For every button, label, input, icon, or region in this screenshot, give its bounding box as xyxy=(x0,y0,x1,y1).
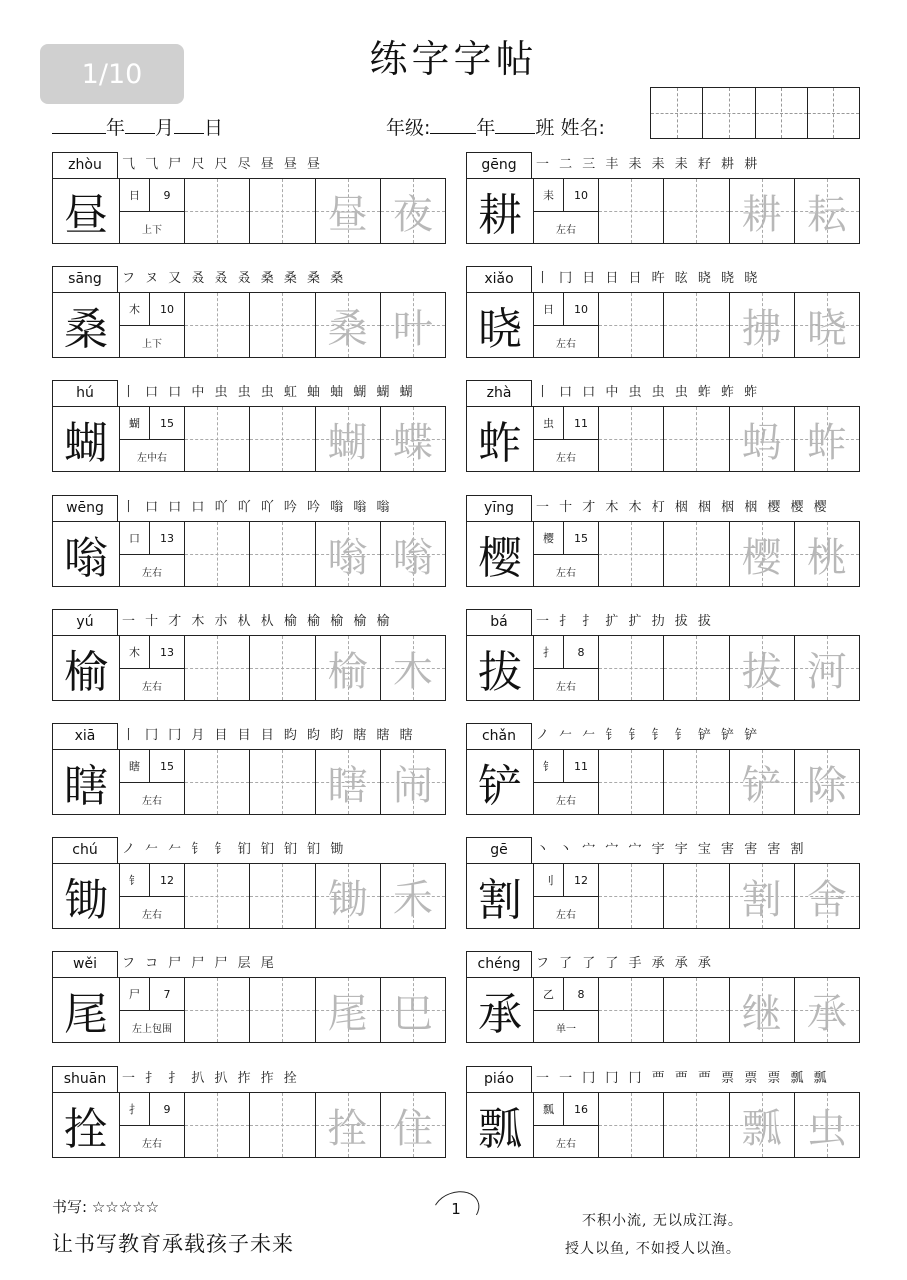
stroke-count: 9 xyxy=(150,179,184,212)
structure: 上下 xyxy=(142,338,162,350)
character-entry xyxy=(466,1066,860,1160)
pinyin-label: gēng xyxy=(466,152,532,178)
writing-cell[interactable] xyxy=(599,864,664,928)
trace-character: 尾 xyxy=(327,990,368,1037)
pinyin-label: zhà xyxy=(466,380,532,406)
trace-character: 舍 xyxy=(806,876,847,923)
pinyin-label: gē xyxy=(466,837,532,863)
character-info xyxy=(120,522,185,586)
pinyin-label: zhòu xyxy=(52,152,118,178)
main-character: 拔 xyxy=(467,636,534,700)
trace-character: 除 xyxy=(806,762,847,809)
trace-cell[interactable] xyxy=(316,407,381,471)
main-character: 耕 xyxy=(467,179,534,243)
trace-cell[interactable] xyxy=(316,750,381,814)
trace-character: 继 xyxy=(741,990,782,1037)
practice-grid xyxy=(466,635,860,701)
trace-cell[interactable] xyxy=(316,293,381,357)
trace-character: 拔 xyxy=(741,648,782,695)
character-info xyxy=(534,407,599,471)
trace-character: 桑 xyxy=(327,305,368,352)
radical: 日 xyxy=(534,293,564,326)
class-label: 班 xyxy=(535,117,555,139)
stroke-order: 一 扌 扌 扩 扩 扐 拔 拔 xyxy=(536,614,714,629)
trace-cell[interactable] xyxy=(795,864,859,928)
main-character: 蝴 xyxy=(53,407,120,471)
trace-cell[interactable] xyxy=(381,636,445,700)
writing-cell[interactable] xyxy=(664,978,729,1042)
pinyin-label: sāng xyxy=(52,266,118,292)
practice-grid xyxy=(466,292,860,358)
trace-cell[interactable] xyxy=(795,636,859,700)
stroke-count: 15 xyxy=(150,750,184,783)
character-info xyxy=(120,293,185,357)
character-entry xyxy=(52,380,446,474)
stroke-count: 10 xyxy=(564,179,598,212)
character-info xyxy=(534,179,599,243)
main-character: 榆 xyxy=(53,636,120,700)
writing-cell[interactable] xyxy=(664,407,729,471)
page-number xyxy=(428,1188,484,1230)
writing-cell[interactable] xyxy=(185,407,250,471)
trace-cell[interactable] xyxy=(795,1093,859,1157)
pinyin-label: wěi xyxy=(52,951,118,977)
writing-cell[interactable] xyxy=(664,522,729,586)
writing-cell[interactable] xyxy=(250,636,315,700)
pinyin-label: hú xyxy=(52,380,118,406)
writing-cell[interactable] xyxy=(250,750,315,814)
stroke-order: 一 十 才 木 朩 朲 朲 榆 榆 榆 榆 榆 xyxy=(122,614,393,629)
trace-character: 昼 xyxy=(327,191,368,238)
trace-cell[interactable] xyxy=(316,864,381,928)
radical: 扌 xyxy=(120,1093,150,1126)
character-info xyxy=(534,1093,599,1157)
slogan: 让书写教育承载孩子未来 xyxy=(52,1232,294,1256)
trace-cell[interactable] xyxy=(730,636,795,700)
practice-grid xyxy=(52,406,446,472)
radical: 钅 xyxy=(534,750,564,783)
character-entry xyxy=(466,380,860,474)
main-character: 桑 xyxy=(53,293,120,357)
stroke-order: ⺄ ⺄ 尸 尺 尺 尽 昼 昼 昼 xyxy=(122,157,324,172)
trace-cell[interactable] xyxy=(381,179,445,243)
month-blank[interactable] xyxy=(125,117,155,134)
trace-cell[interactable] xyxy=(730,978,795,1042)
stroke-order: フ コ 尸 尸 尸 层 尾 xyxy=(122,956,277,971)
main-character: 嗡 xyxy=(53,522,120,586)
stroke-count: 7 xyxy=(150,978,184,1011)
writing-cell[interactable] xyxy=(599,293,664,357)
writing-cell[interactable] xyxy=(185,636,250,700)
structure: 左上包围 xyxy=(132,1023,172,1035)
practice-grid xyxy=(466,406,860,472)
stroke-count: 10 xyxy=(150,293,184,326)
practice-grid xyxy=(52,1092,446,1158)
stroke-count: 13 xyxy=(150,522,184,555)
trace-character: 耕 xyxy=(741,191,782,238)
practice-grid xyxy=(52,635,446,701)
pinyin-label: yīng xyxy=(466,495,532,521)
stroke-count: 8 xyxy=(564,636,598,669)
trace-cell[interactable] xyxy=(381,978,445,1042)
writing-cell[interactable] xyxy=(185,750,250,814)
writing-cell[interactable] xyxy=(185,1093,250,1157)
name-grid[interactable] xyxy=(650,87,860,139)
practice-grid xyxy=(466,749,860,815)
trace-cell[interactable] xyxy=(795,293,859,357)
pinyin-label: chǎn xyxy=(466,723,532,749)
trace-character: 晓 xyxy=(806,305,847,352)
writing-cell[interactable] xyxy=(599,978,664,1042)
name-cell[interactable] xyxy=(756,88,808,138)
trace-cell[interactable] xyxy=(316,179,381,243)
trace-character: 巴 xyxy=(392,990,433,1037)
trace-cell[interactable] xyxy=(381,1093,445,1157)
practice-grid xyxy=(52,749,446,815)
stroke-count: 15 xyxy=(564,522,598,555)
stroke-order: 丨 冂 日 日 日 旿 昡 晓 晓 晓 xyxy=(536,271,761,286)
main-character: 拴 xyxy=(53,1093,120,1157)
stroke-count: 10 xyxy=(564,293,598,326)
trace-character: 住 xyxy=(392,1105,433,1152)
trace-character: 桃 xyxy=(806,534,847,581)
character-entry xyxy=(52,266,446,360)
structure: 左右 xyxy=(142,1138,162,1150)
radical: 耒 xyxy=(534,179,564,212)
stroke-count: 15 xyxy=(150,407,184,440)
structure: 左中右 xyxy=(137,452,167,464)
character-info xyxy=(120,636,185,700)
writing-cell[interactable] xyxy=(185,522,250,586)
writing-cell[interactable] xyxy=(250,978,315,1042)
writing-cell[interactable] xyxy=(664,750,729,814)
pinyin-label: xiǎo xyxy=(466,266,532,292)
radical: 蝴 xyxy=(120,407,150,440)
character-info xyxy=(534,522,599,586)
writing-cell[interactable] xyxy=(185,179,250,243)
practice-grid xyxy=(466,977,860,1043)
pinyin-label: piáo xyxy=(466,1066,532,1092)
stroke-order: 一 二 三 丰 耒 耒 耒 耔 耕 耕 xyxy=(536,157,761,172)
practice-grid xyxy=(466,178,860,244)
practice-grid xyxy=(466,863,860,929)
trace-character: 铲 xyxy=(741,762,782,809)
structure: 左右 xyxy=(556,338,576,350)
structure: 单一 xyxy=(556,1023,576,1035)
pinyin-label: chéng xyxy=(466,951,532,977)
stroke-order: 丨 冂 冂 月 目 目 目 盷 盷 盷 瞎 瞎 瞎 xyxy=(122,728,416,743)
trace-character: 拂 xyxy=(741,305,782,352)
name-cell[interactable] xyxy=(703,88,755,138)
date-line xyxy=(52,113,223,140)
pinyin-label: yú xyxy=(52,609,118,635)
trace-character: 蚱 xyxy=(806,419,847,466)
radical: 木 xyxy=(120,293,150,326)
stroke-count: 11 xyxy=(564,407,598,440)
main-character: 瞎 xyxy=(53,750,120,814)
grade-blank[interactable] xyxy=(430,117,476,134)
name-label: 姓名: xyxy=(560,117,605,139)
writing-cell[interactable] xyxy=(664,1093,729,1157)
main-character: 割 xyxy=(467,864,534,928)
stroke-count: 12 xyxy=(150,864,184,897)
writing-cell[interactable] xyxy=(250,1093,315,1157)
trace-cell[interactable] xyxy=(730,864,795,928)
trace-cell[interactable] xyxy=(316,522,381,586)
trace-cell[interactable] xyxy=(730,407,795,471)
radical: 尸 xyxy=(120,978,150,1011)
character-info xyxy=(534,636,599,700)
practice-grid xyxy=(466,1092,860,1158)
main-character: 蚱 xyxy=(467,407,534,471)
stroke-order: 一 十 才 木 木 朾 栶 栶 栶 栶 樱 樱 樱 xyxy=(536,500,830,515)
trace-cell[interactable] xyxy=(381,750,445,814)
character-info xyxy=(120,1093,185,1157)
structure: 左右 xyxy=(556,224,576,236)
writing-cell[interactable] xyxy=(664,293,729,357)
character-info xyxy=(120,407,185,471)
stroke-order: 丨 口 口 中 虫 虫 虫 蚱 蚱 蚱 xyxy=(536,385,761,400)
trace-character: 河 xyxy=(806,648,847,695)
structure: 左右 xyxy=(142,567,162,579)
trace-character: 虫 xyxy=(806,1105,847,1152)
structure: 上下 xyxy=(142,224,162,236)
trace-character: 耘 xyxy=(806,191,847,238)
trace-cell[interactable] xyxy=(730,179,795,243)
trace-character: 锄 xyxy=(327,876,368,923)
stroke-count: 9 xyxy=(150,1093,184,1126)
pinyin-label: xiā xyxy=(52,723,118,749)
character-info xyxy=(120,978,185,1042)
trace-character: 禾 xyxy=(392,876,433,923)
name-cell[interactable] xyxy=(808,88,859,138)
practice-grid xyxy=(52,292,446,358)
character-info xyxy=(120,179,185,243)
trace-cell[interactable] xyxy=(316,1093,381,1157)
main-character: 承 xyxy=(467,978,534,1042)
character-info xyxy=(534,293,599,357)
structure: 左右 xyxy=(142,795,162,807)
grade-year-label: 年 xyxy=(476,117,496,139)
year-blank[interactable] xyxy=(52,117,106,134)
trace-character: 瞎 xyxy=(327,762,368,809)
structure: 左右 xyxy=(142,681,162,693)
quote-line-1: 不积小流, 无以成江海。 xyxy=(582,1213,743,1229)
trace-character: 蝶 xyxy=(392,419,433,466)
main-character: 锄 xyxy=(53,864,120,928)
structure: 左右 xyxy=(556,909,576,921)
structure: 左右 xyxy=(556,795,576,807)
stroke-order: 丨 口 口 中 虫 虫 虫 虹 蚰 蚰 蝴 蝴 蝴 xyxy=(122,385,416,400)
trace-character: 叶 xyxy=(392,305,433,352)
practice-grid xyxy=(52,977,446,1043)
main-character: 尾 xyxy=(53,978,120,1042)
stroke-order: 一 扌 扌 扒 扒 拃 拃 拴 xyxy=(122,1071,300,1086)
writing-cell[interactable] xyxy=(250,293,315,357)
year-label: 年 xyxy=(106,117,126,139)
stroke-count: 16 xyxy=(564,1093,598,1126)
structure: 左右 xyxy=(142,909,162,921)
writing-cell[interactable] xyxy=(185,293,250,357)
practice-grid xyxy=(52,863,446,929)
trace-character: 承 xyxy=(806,990,847,1037)
trace-character: 夜 xyxy=(392,191,433,238)
stroke-count: 8 xyxy=(564,978,598,1011)
character-entry xyxy=(466,951,860,1045)
writing-cell[interactable] xyxy=(664,864,729,928)
grade-label: 年级: xyxy=(386,117,431,139)
stroke-count: 11 xyxy=(564,750,598,783)
character-info xyxy=(120,864,185,928)
writing-cell[interactable] xyxy=(599,636,664,700)
main-character: 昼 xyxy=(53,179,120,243)
trace-cell[interactable] xyxy=(730,750,795,814)
stroke-order: ノ 𠂉 𠂉 钅 钅 钅 钅 铲 铲 铲 xyxy=(536,728,761,743)
trace-cell[interactable] xyxy=(730,293,795,357)
main-character: 晓 xyxy=(467,293,534,357)
character-entry xyxy=(52,723,446,817)
character-entry xyxy=(52,837,446,931)
writing-cell[interactable] xyxy=(599,407,664,471)
character-info xyxy=(120,750,185,814)
character-entry xyxy=(52,1066,446,1160)
trace-cell[interactable] xyxy=(795,407,859,471)
practice-grid xyxy=(52,178,446,244)
trace-cell[interactable] xyxy=(795,750,859,814)
radical: 日 xyxy=(120,179,150,212)
page-number-text: 1 xyxy=(451,1200,461,1218)
radical: 扌 xyxy=(534,636,564,669)
structure: 左右 xyxy=(556,681,576,693)
character-entry xyxy=(466,266,860,360)
page-counter-badge: 1/10 xyxy=(40,44,184,104)
trace-character: 闹 xyxy=(392,762,433,809)
radical: 瞎 xyxy=(120,750,150,783)
character-entry xyxy=(52,495,446,589)
radical: 木 xyxy=(120,636,150,669)
trace-character: 蝴 xyxy=(327,419,368,466)
pinyin-label: chú xyxy=(52,837,118,863)
character-entry xyxy=(466,609,860,703)
trace-character: 榆 xyxy=(327,648,368,695)
trace-character: 嗡 xyxy=(327,534,368,581)
writing-cell[interactable] xyxy=(250,179,315,243)
day-label: 日 xyxy=(204,117,224,139)
trace-character: 樱 xyxy=(741,534,782,581)
character-entry xyxy=(52,609,446,703)
character-info xyxy=(534,864,599,928)
stroke-order: 丶 丶 宀 宀 宀 宇 宇 宝 害 害 害 割 xyxy=(536,842,807,857)
trace-cell[interactable] xyxy=(795,179,859,243)
stroke-order: フ ヌ 又 叒 叒 叒 桑 桑 桑 桑 xyxy=(122,271,347,286)
stroke-order: ノ 𠂉 𠂉 钅 钅 钔 钔 钔 钔 锄 xyxy=(122,842,347,857)
day-blank[interactable] xyxy=(174,117,204,134)
character-entry xyxy=(52,951,446,1045)
trace-cell[interactable] xyxy=(730,522,795,586)
main-character: 瓢 xyxy=(467,1093,534,1157)
writing-cell[interactable] xyxy=(599,1093,664,1157)
radical: 刂 xyxy=(534,864,564,897)
trace-character: 嗡 xyxy=(392,534,433,581)
rating-stars[interactable]: 书写: ☆☆☆☆☆ xyxy=(52,1198,160,1216)
writing-cell[interactable] xyxy=(599,179,664,243)
practice-grid xyxy=(52,521,446,587)
writing-cell[interactable] xyxy=(599,750,664,814)
radical: 虫 xyxy=(534,407,564,440)
page-title: 练字字帖 xyxy=(369,37,538,81)
class-line xyxy=(386,113,605,140)
character-entry xyxy=(52,152,446,246)
trace-cell[interactable] xyxy=(381,293,445,357)
character-entry xyxy=(466,723,860,817)
trace-cell[interactable] xyxy=(795,978,859,1042)
radical: 樱 xyxy=(534,522,564,555)
trace-character: 木 xyxy=(392,648,433,695)
trace-character: 瓢 xyxy=(741,1105,782,1152)
main-character: 铲 xyxy=(467,750,534,814)
character-info xyxy=(534,750,599,814)
name-cell[interactable] xyxy=(651,88,703,138)
stroke-order: 一 一 冂 冂 冂 覀 覀 覀 票 票 票 瓢 瓢 xyxy=(536,1071,830,1086)
character-info xyxy=(534,978,599,1042)
radical: 乙 xyxy=(534,978,564,1011)
radical: 瓢 xyxy=(534,1093,564,1126)
trace-cell[interactable] xyxy=(795,522,859,586)
trace-cell[interactable] xyxy=(316,978,381,1042)
trace-cell[interactable] xyxy=(381,864,445,928)
radical: 口 xyxy=(120,522,150,555)
structure: 左右 xyxy=(556,1138,576,1150)
stroke-count: 13 xyxy=(150,636,184,669)
character-entry xyxy=(466,495,860,589)
trace-character: 拴 xyxy=(327,1105,368,1152)
writing-cell[interactable] xyxy=(185,864,250,928)
stroke-order: フ 了 了 了 手 承 承 承 xyxy=(536,956,714,971)
quote-line-2: 授人以鱼, 不如授人以渔。 xyxy=(565,1241,741,1257)
practice-grid xyxy=(466,521,860,587)
main-character: 樱 xyxy=(467,522,534,586)
trace-cell[interactable] xyxy=(381,407,445,471)
structure: 左右 xyxy=(556,452,576,464)
writing-cell[interactable] xyxy=(250,522,315,586)
writing-cell[interactable] xyxy=(250,864,315,928)
pinyin-label: bá xyxy=(466,609,532,635)
trace-cell[interactable] xyxy=(730,1093,795,1157)
writing-cell[interactable] xyxy=(599,522,664,586)
structure: 左右 xyxy=(556,567,576,579)
character-entry xyxy=(466,837,860,931)
trace-cell[interactable] xyxy=(381,522,445,586)
month-label: 月 xyxy=(155,117,175,139)
pinyin-label: shuān xyxy=(52,1066,118,1092)
class-blank[interactable] xyxy=(495,117,535,134)
pinyin-label: wēng xyxy=(52,495,118,521)
writing-cell[interactable] xyxy=(185,978,250,1042)
trace-character: 割 xyxy=(741,876,782,923)
stroke-count: 12 xyxy=(564,864,598,897)
radical: 钅 xyxy=(120,864,150,897)
writing-cell[interactable] xyxy=(664,636,729,700)
writing-cell[interactable] xyxy=(250,407,315,471)
writing-cell[interactable] xyxy=(664,179,729,243)
trace-cell[interactable] xyxy=(316,636,381,700)
character-entry xyxy=(466,152,860,246)
trace-character: 蚂 xyxy=(741,419,782,466)
stroke-order: 丨 口 口 口 吖 吖 吖 吟 吟 嗡 嗡 嗡 xyxy=(122,500,393,515)
